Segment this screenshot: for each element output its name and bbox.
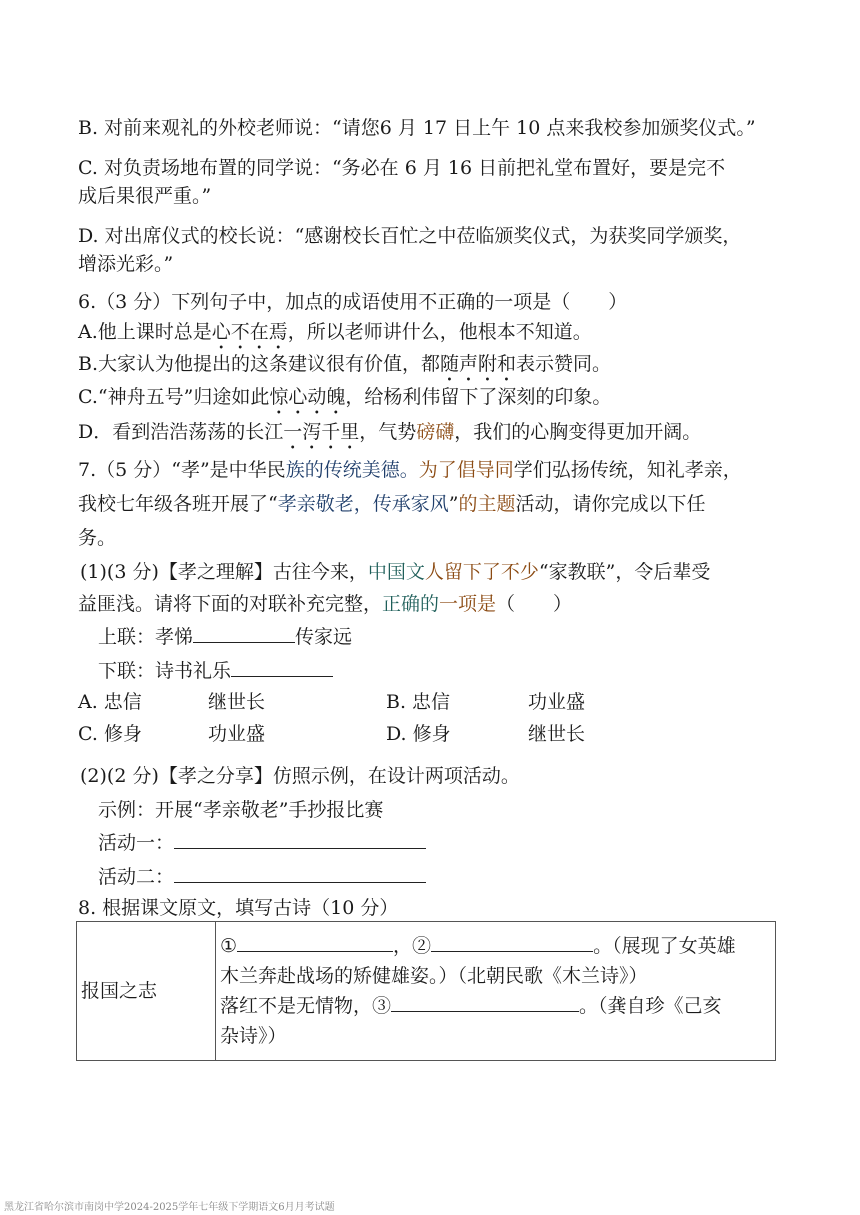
couplet-upper-text: 上联：孝悌 [98, 626, 194, 648]
q8-stem: 8. 根据课文原文，填写古诗（10 分） [78, 897, 399, 919]
q6-a-text-post: ，所以老师讲什么，他根本不知道。 [287, 321, 592, 343]
poem-blank-2[interactable] [431, 931, 593, 952]
q7-example: 示例：开展“孝亲敬老”手抄报比赛 [98, 799, 384, 821]
q7-option-d-label: D. 修身 [386, 723, 451, 745]
q6-d-text-mid: ，气势 [359, 421, 417, 443]
q5-option-d-line1: D. 对出席仪式的校长说：“感谢校长百忙之中莅临颁奖仪式，为获奖同学颁奖， [78, 225, 742, 247]
poem-line-3 [220, 991, 771, 1021]
q6-b-text: B.大家认为他提出的这条建议很有价值，都 [78, 353, 441, 375]
couplet-lower-blank[interactable] [231, 656, 333, 677]
q7-stem-line2 [78, 490, 705, 518]
poem-line-2: 木兰奔赴战场的矫健雄姿。）（北朝民歌《木兰诗》） [220, 965, 648, 987]
q7-p1-part: 一项是 [439, 593, 497, 615]
q7-stem-part: 活动，请你完成以下任 [515, 493, 706, 515]
q7-stem-part: 7.（5 分）“孝”是中华民 [78, 459, 286, 481]
q7-option-a-value: 继世长 [208, 691, 266, 713]
q5-option-d-line2: 增添光彩。” [78, 253, 174, 275]
poem-line-1-note: 。（展现了女英雄 [593, 935, 736, 957]
q7-option-d-value: 继世长 [528, 723, 586, 745]
couplet-upper-blank[interactable] [193, 622, 295, 643]
q6-option-a [78, 318, 592, 354]
blank-2-marker: ，② [393, 935, 432, 957]
activity-two-blank[interactable] [174, 862, 426, 883]
poem-table [76, 921, 776, 1061]
q7-p1-part: （ ） [496, 593, 573, 615]
q6-option-d [78, 418, 701, 454]
poem-blank-1[interactable] [237, 931, 393, 952]
q6-b-idiom: 随声附和 [440, 353, 517, 375]
q7-p1-part: (1)(3 分)【孝之理解】古往今来， [80, 561, 368, 583]
q7-stem-part: 我校七年级各班开展了“ [78, 493, 278, 515]
q6-a-text: A.他上课时总是 [78, 321, 212, 343]
q7-stem-part: 为了倡导同 [418, 459, 514, 481]
activity-one-label: 活动一： [98, 832, 175, 854]
q6-b-text-post: 表示赞同。 [516, 353, 612, 375]
poem-line-4: 杂诗》） [220, 1025, 287, 1047]
q6-option-c [78, 383, 611, 419]
couplet-lower-text: 下联：诗书礼乐 [98, 660, 232, 682]
q5-option-b: B. 对前来观礼的外校老师说：“请您6 月 17 日上午 10 点来我校参加颁奖仪式。” [78, 117, 756, 139]
blank-1-marker: ① [220, 935, 238, 957]
q7-option-b-value: 功业盛 [528, 691, 586, 713]
couplet-upper-text-end: 传家远 [295, 626, 353, 648]
activity-two-label: 活动二： [98, 866, 175, 888]
q6-option-b [78, 350, 611, 386]
q6-d-colored-word: 磅礴 [416, 421, 455, 443]
q5-option-c-line1: C. 对负责场地布置的同学说：“务必在 6 月 16 日前把礼堂布置好，要是完不 [78, 157, 726, 179]
activity-two [98, 862, 426, 891]
page-footer: 黑龙江省哈尔滨市南岗中学2024-2025学年七年级下学期语文6月月考试题 [4, 1202, 335, 1213]
q7-part2: (2)(2 分)【孝之分享】仿照示例，在设计两项活动。 [80, 765, 520, 787]
q5-option-c-line2: 成后果很严重。” [78, 185, 212, 207]
q7-option-b-label: B. 忠信 [386, 691, 451, 713]
q7-p1-part: 人留下了不少 [424, 561, 539, 583]
poem-blank-3[interactable] [391, 991, 579, 1012]
poem-line-1 [220, 931, 771, 961]
poem-line-3-note: 。（龚自珍《己亥 [579, 995, 722, 1017]
q7-part1-line2 [78, 590, 572, 618]
q6-d-idiom: 一泻千里 [283, 421, 360, 443]
q7-part1-line1 [80, 558, 710, 586]
q7-stem-part: 的主题 [458, 493, 516, 515]
q6-c-text: C.“神舟五号”归途如此 [78, 386, 270, 408]
q7-option-a-label: A. 忠信 [78, 691, 142, 713]
q7-p1-part: 中国文 [367, 561, 425, 583]
q6-d-text: D．看到浩浩荡荡的长江 [78, 421, 284, 443]
q6-c-idiom: 惊心动魄 [269, 386, 346, 408]
q6-d-text-post: ，我们的心胸变得更加开阔。 [454, 421, 702, 443]
activity-one [98, 828, 426, 857]
q6-stem: 6.（3 分）下列句子中，加点的成语使用不正确的一项是（ ） [78, 291, 628, 313]
poem-content-cell [216, 922, 776, 1061]
q7-stem-part: 族的传统美德。 [285, 459, 419, 481]
q7-stem-part: 学们弘扬传统，知礼孝亲， [513, 459, 742, 481]
q7-theme-text: 孝亲敬老，传承家风 [277, 493, 449, 515]
activity-one-blank[interactable] [174, 828, 426, 849]
couplet-lower [98, 656, 333, 685]
poem-row-label: 报国之志 [77, 922, 216, 1061]
couplet-upper [98, 622, 352, 651]
q7-option-c-value: 功业盛 [208, 723, 266, 745]
q7-p1-part: 益匪浅。请将下面的对联补充完整， [78, 593, 383, 615]
q7-option-c-label: C. 修身 [78, 723, 142, 745]
q7-stem-line3: 务。 [78, 527, 117, 549]
q6-a-idiom: 心不在焉 [211, 321, 288, 343]
q7-p1-part: “家教联”，令后辈受 [538, 561, 711, 583]
q7-stem-line1 [78, 456, 742, 484]
poem-line-3-text: 落红不是无情物，③ [220, 995, 392, 1017]
q7-p1-part: 正确的 [382, 593, 440, 615]
q7-stem-part: ” [448, 493, 459, 515]
q6-c-text-post: ，给杨利伟留下了深刻的印象。 [345, 386, 612, 408]
